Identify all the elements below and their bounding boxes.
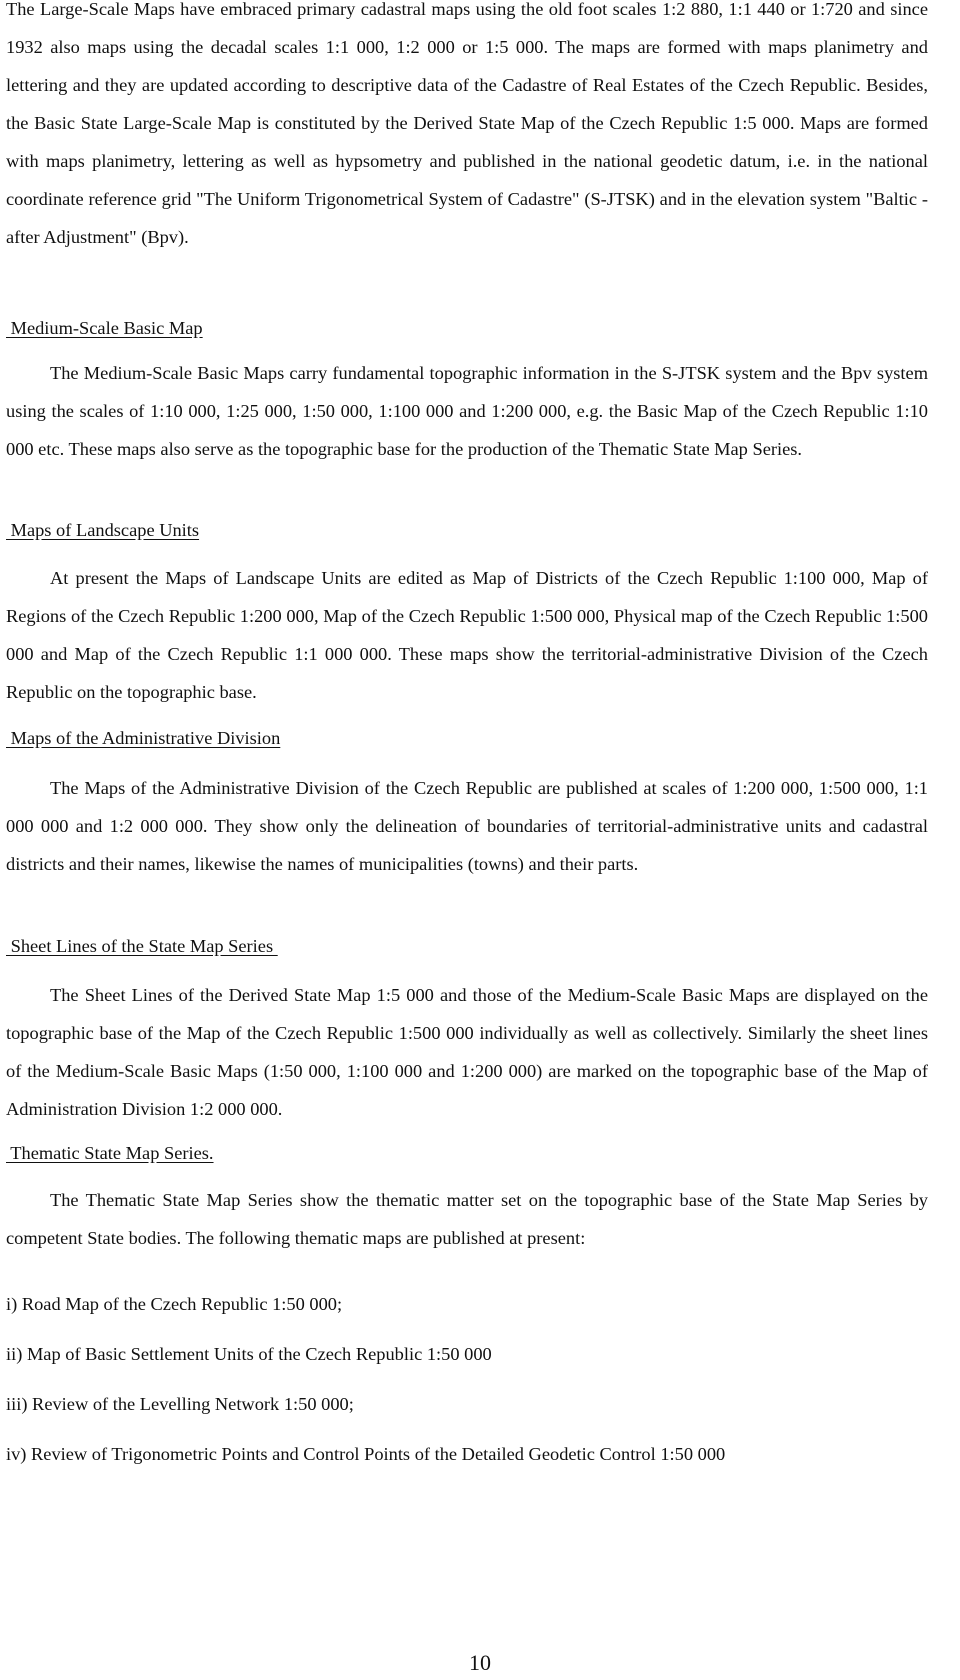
paragraph-maps-of-landscape-units: At present the Maps of Landscape Units are edited as Map of Districts of the Czech Republic 1:100 000, Map of Regions of the Czech Republic 1:200 000, Map of the Czech Republic 1:500 000, Physical map of the Czech Republic 1:500 000 and Map of the Czech Republic 1:1 000 000. These maps show the territorial-administrative Division of the Czech Republic on the topographic base. (6, 568, 928, 702)
heading-sheet-lines: Sheet Lines of the State Map Series (6, 936, 278, 956)
thematic-list-item: ii) Map of Basic Settlement Units of the Czech Republic 1:50 000 (6, 1344, 492, 1364)
paragraph-maps-of-administrative-division: The Maps of the Administrative Division of the Czech Republic are published at scales of 1:200 000, 1:500 000, 1:1 000 000 and 1:2 000 000. They show only the delineation of boundaries of territorial-administrative units and cadastral districts and their names, likewise the names of municipalities (towns) and their parts. (6, 778, 928, 874)
heading-maps-of-landscape-units: Maps of Landscape Units (6, 520, 200, 540)
page-number: 10 (469, 1650, 491, 1675)
heading-thematic-state-map-series: Thematic State Map Series. (6, 1143, 214, 1163)
thematic-list-item: iv) Review of Trigonometric Points and Control Points of the Detailed Geodetic Control 1:50 000 (6, 1444, 726, 1464)
paragraph-thematic-state-map-series: The Thematic State Map Series show the thematic matter set on the topographic base of the State Map Series by competent State bodies. The following thematic maps are published at present: (6, 1190, 928, 1248)
thematic-list-item: iii) Review of the Levelling Network 1:50 000; (6, 1394, 354, 1414)
paragraph-medium-scale-basic-maps: The Medium-Scale Basic Maps carry fundamental topographic information in the S-JTSK system and the Bpv system using the scales of 1:10 000, 1:25 000, 1:50 000, 1:100 000 and 1:200 000, e.g. the Basic Map of the Czech Republic 1:10 000 etc. These maps also serve as the topographic base for the production of the Thematic State Map Series. (6, 363, 928, 459)
heading-maps-of-administrative-division: Maps of the Administrative Division (6, 728, 281, 748)
thematic-list-item: i) Road Map of the Czech Republic 1:50 000; (6, 1294, 343, 1314)
paragraph-large-scale-maps: The Large-Scale Maps have embraced primary cadastral maps using the old foot scales 1:2 880, 1:1 440 or 1:720 and since 1932 also maps using the decadal scales 1:1 000, 1:2 000 or 1:5 000. The maps are formed with maps planimetry and lettering and they are updated according to descriptive data of the Cadastre of Real Estates of the Czech Republic. Besides, the Basic State Large-Scale Map is constituted by the Derived State Map of the Czech Republic 1:5 000. Maps are formed with maps planimetry, lettering as well as hypsometry and published in the national geodetic datum, i.e. in the national coordinate reference grid "The Uniform Trigonometrical System of Cadastre" (S-JTSK) and in the elevation system "Baltic - after Adjustment" (Bpv). (6, 0, 928, 247)
paragraph-sheet-lines: The Sheet Lines of the Derived State Map 1:5 000 and those of the Medium-Scale Basic Maps are displayed on the topographic base of the Map of the Czech Republic 1:500 000 individually as well as collectively. Similarly the sheet lines of the Medium-Scale Basic Maps (1:50 000, 1:100 000 and 1:200 000) are marked on the topographic base of the Map of Administration Division 1:2 000 000. (6, 985, 928, 1119)
heading-medium-scale-basic-map: Medium-Scale Basic Map (6, 318, 203, 338)
